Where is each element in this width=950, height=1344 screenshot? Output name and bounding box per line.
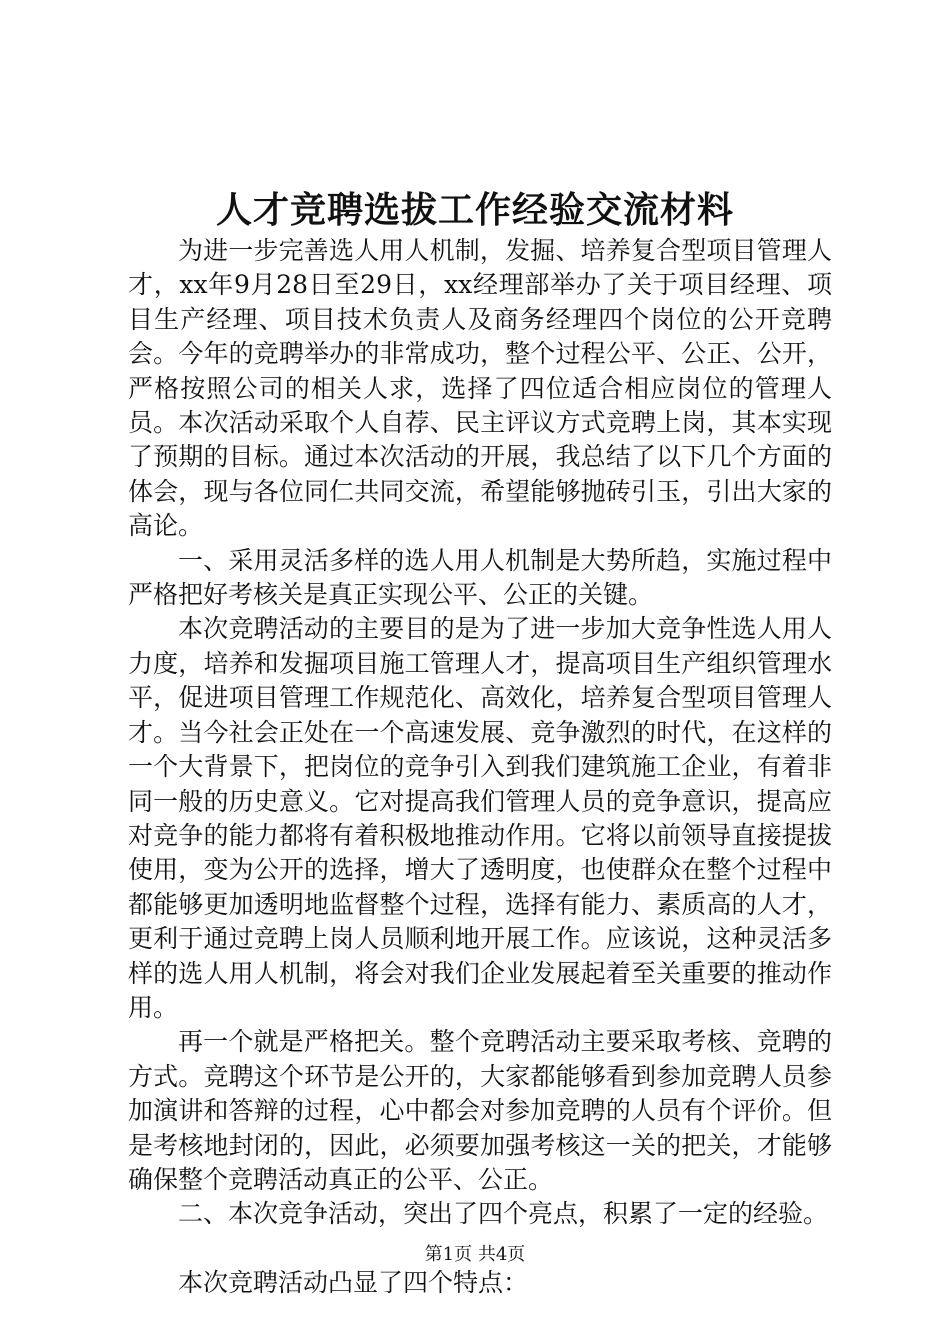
paragraph-heading-one: 一、采用灵活多样的选人用人机制是大势所趋，实施过程中严格把好考核关是真正实现公平、公正的关键。 [128, 545, 832, 610]
page-number-footer: 第1页 共4页 [424, 1244, 526, 1265]
paragraph-purpose: 本次竞聘活动的主要目的是为了进一步加大竞争性选人用人力度，培养和发掘项目施工管理人才，提高项目生产组织管理水平，促进项目管理工作规范化、高效化，培养复合型项目管理人才。当今社会正处在一个高速发展、竞争激烈的时代，在这样的一个大背景下，把岗位的竞争引入到我们建筑施工企业，有着非同一般的历史意义。它对提高我们管理人员的竞争意识，提高应对竞争的能力都将有着积极地推动作用。它将以前领导直接提拔使用，变为公开的选择，增大了透明度，也使群众在整个过程中都能够更加透明地监督整个过程，选择有能力、素质高的人才，更利于通过竞聘上岗人员顺利地开展工作。应该说，这种灵活多样的选人用人机制，将会对我们企业发展起着至关重要的推动作用。 [128, 614, 832, 1022]
paragraph-strict-check: 再一个就是严格把关。整个竞聘活动主要采取考核、竞聘的方式。竞聘这个环节是公开的，大家都能够看到参加竞聘人员参加演讲和答辩的过程，心中都会对参加竞聘的人员有个评价。但是考核地封闭的，因此，必须要加强考核这一关的把关，才能够确保整个竞聘活动真正的公平、公正。 [128, 1027, 832, 1194]
document-title: 人才竞聘选拔工作经验交流材料 [215, 189, 734, 231]
document-body [128, 234, 832, 1300]
paragraph-heading-two: 二、本次竞争活动，突出了四个亮点，积累了一定的经验。 [178, 1199, 829, 1229]
paragraph-four-features: 本次竞聘活动凸显了四个特点： [178, 1267, 529, 1297]
paragraph-intro: 为进一步完善选人用人机制，发掘、培养复合型项目管理人才，xx年9月28日至29日，xx经理部举办了关于项目经理、项目生产经理、项目技术负责人及商务经理四个岗位的公开竞聘会。今年的竞聘举办的非常成功，整个过程公平、公正、公开，严格按照公司的相关人求，选择了四位适合相应岗位的管理人员。本次活动采取个人自荐、民主评议方式竞聘上岗，其本实现了预期的目标。通过本次活动的开展，我总结了以下几个方面的体会，现与各位同仁共同交流，希望能够抛砖引玉，引出大家的高论。 [128, 236, 832, 541]
